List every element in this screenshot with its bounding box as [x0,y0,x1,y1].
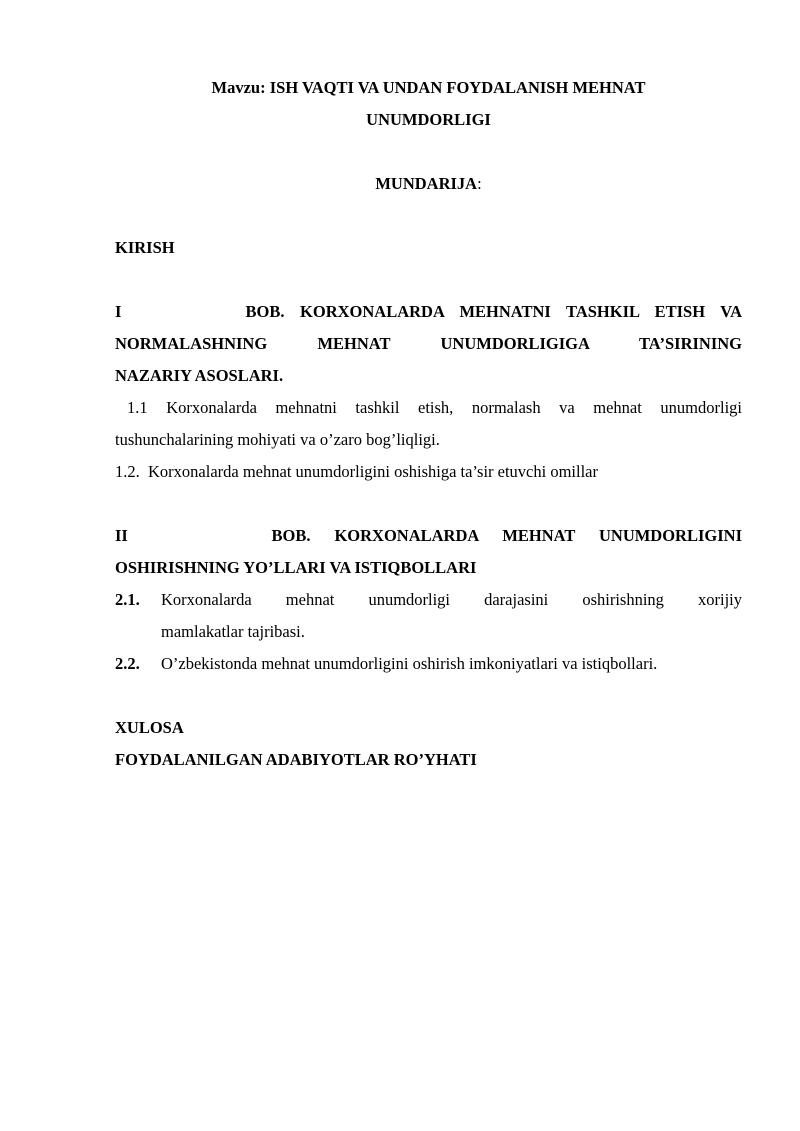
toc-intro: KIRISH [115,238,175,257]
toc-conclusion: XULOSA [115,718,184,737]
toc-item-1-1-line-2: tushunchalarining mohiyati va o’zaro bog’liqligi. [115,430,440,449]
chapter-1-title-part-2: NORMALASHNING MEHNAT UNUMDORLIGIGA TA’SIRINING [115,334,742,353]
toc-item-2-1-number: 2.1. [115,590,140,609]
toc-references: FOYDALANILGAN ADABIYOTLAR RO’YHATI [115,750,477,769]
chapter-2-label: II [115,526,128,545]
chapter-2-title-part-1: BOB. KORXONALARDA MEHNAT UNUMDORLIGINI [271,526,742,545]
toc-item-2-1-text [161,584,742,648]
chapter-1-title-part-3: NAZARIY ASOSLARI. [115,366,284,385]
toc-item-2-1 [115,584,742,648]
document-page [115,72,742,776]
title-line-1: ISH VAQTI VA UNDAN FOYDALANISH MEHNAT [269,78,646,97]
chapter-1-title-part-1: BOB. KORXONALARDA MEHNATNI TASHKIL ETISH VA [245,302,742,321]
toc-chapter-1 [115,296,742,488]
toc-heading-colon: : [477,174,482,193]
toc-item-2-2-number: 2.2. [115,654,140,673]
toc-item-1-2: 1.2. Korxonalarda mehnat unumdorligini oshishiga ta’sir etuvchi omillar [115,462,598,481]
chapter-1-label: I [115,302,122,321]
toc-item-1-1-line-1: 1.1 Korxonalarda mehnatni tashkil etish, normalash va mehnat unumdorligi [127,398,742,417]
toc-item-2-1-line-1: Korxonalarda mehnat unumdorligi darajasini oshirishning xorijiy [161,590,742,609]
title-prefix: Mavzu: [211,78,266,97]
toc-item-2-1-line-2: mamlakatlar tajribasi. [161,622,305,641]
chapter-2-line-1 [115,520,742,552]
document-title [115,72,742,104]
toc-item-2-2 [115,648,742,680]
toc-chapter-2 [115,520,742,680]
toc-item-2-2-line-1: O’zbekistonda mehnat unumdorligini oshirish imkoniyatlari va istiqbollari. [161,654,658,673]
title-line-2: UNUMDORLIGI [366,110,491,129]
chapter-2-title-part-2: OSHIRISHNING YO’LLARI VA ISTIQBOLLARI [115,558,477,577]
toc-heading [115,168,742,200]
chapter-1-line-1 [115,296,742,328]
toc-heading-text: MUNDARIJA [375,174,478,193]
